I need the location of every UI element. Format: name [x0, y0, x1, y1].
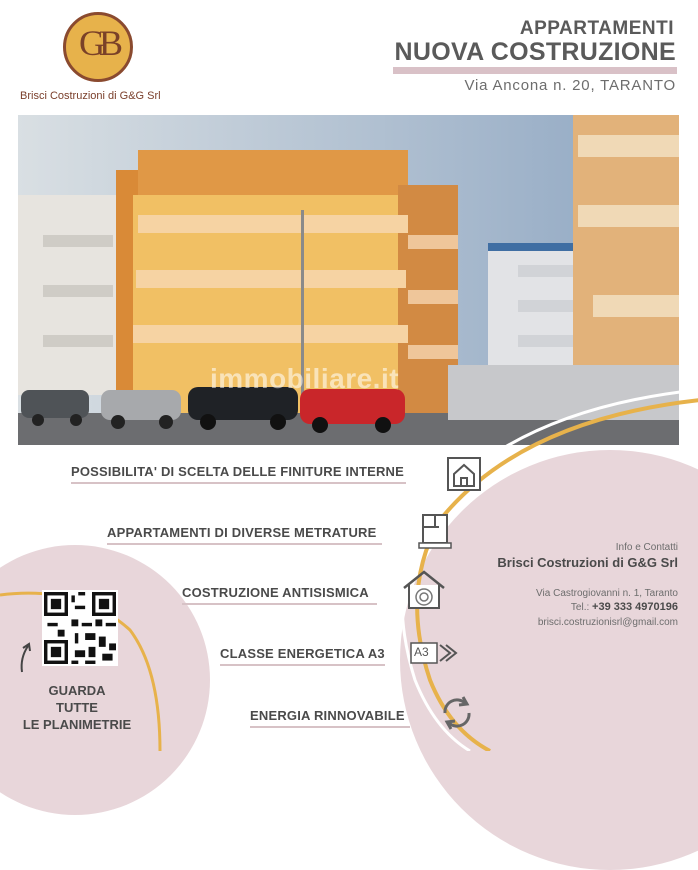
energy-class-badge: A3 [414, 645, 429, 659]
feature-underline [250, 726, 410, 728]
phone-label: Tel.: [570, 602, 590, 613]
house-seismic-icon [402, 570, 446, 610]
feature-underline [71, 482, 406, 484]
title-underline [393, 67, 677, 74]
blueprint-house-icon [446, 456, 482, 492]
feature-finishes: POSSIBILITA' DI SCELTA DELLE FINITURE INTERNE [71, 464, 405, 479]
feature-sizes: APPARTAMENTI DI DIVERSE METRATURE [107, 525, 377, 540]
contacts-company: Brisci Costruzioni di G&G Srl [497, 555, 678, 570]
logo-monogram: GB [78, 23, 117, 63]
cta-line3: LE PLANIMETRIE [22, 717, 132, 732]
feature-energy-class: CLASSE ENERGETICA A3 [220, 646, 385, 661]
view-floorplans-cta[interactable] [18, 682, 136, 733]
floorplan-ruler-icon [417, 513, 453, 549]
contacts-street: Via Castrogiovanni n. 1, Taranto [536, 588, 678, 599]
arrow-up-icon [16, 640, 36, 674]
renewable-cycle-icon [437, 693, 477, 733]
energy-class-icon [410, 642, 458, 664]
page-title-line2: NUOVA COSTRUZIONE [394, 38, 676, 66]
feature-renewable: ENERGIA RINNOVABILE [250, 708, 405, 723]
contacts-heading: Info e Contatti [615, 542, 678, 553]
phone-number[interactable]: +39 333 4970196 [592, 601, 678, 613]
company-name: Brisci Costruzioni di G&G Srl [20, 90, 161, 102]
cta-line1: GUARDA [48, 683, 106, 698]
feature-seismic: COSTRUZIONE ANTISISMICA [182, 585, 369, 600]
feature-underline [220, 664, 385, 666]
property-address: Via Ancona n. 20, TARANTO [464, 77, 676, 94]
cta-line2: TUTTE [56, 700, 98, 715]
contacts-email[interactable]: brisci.costruzionisrl@gmail.com [537, 617, 678, 628]
feature-underline [182, 603, 377, 605]
contacts-phone-row [571, 601, 678, 613]
feature-underline [107, 543, 382, 545]
qr-code[interactable] [42, 590, 118, 666]
photo-watermark: immobiliare.it [210, 363, 400, 394]
page-title-line1: APPARTAMENTI [519, 18, 674, 39]
